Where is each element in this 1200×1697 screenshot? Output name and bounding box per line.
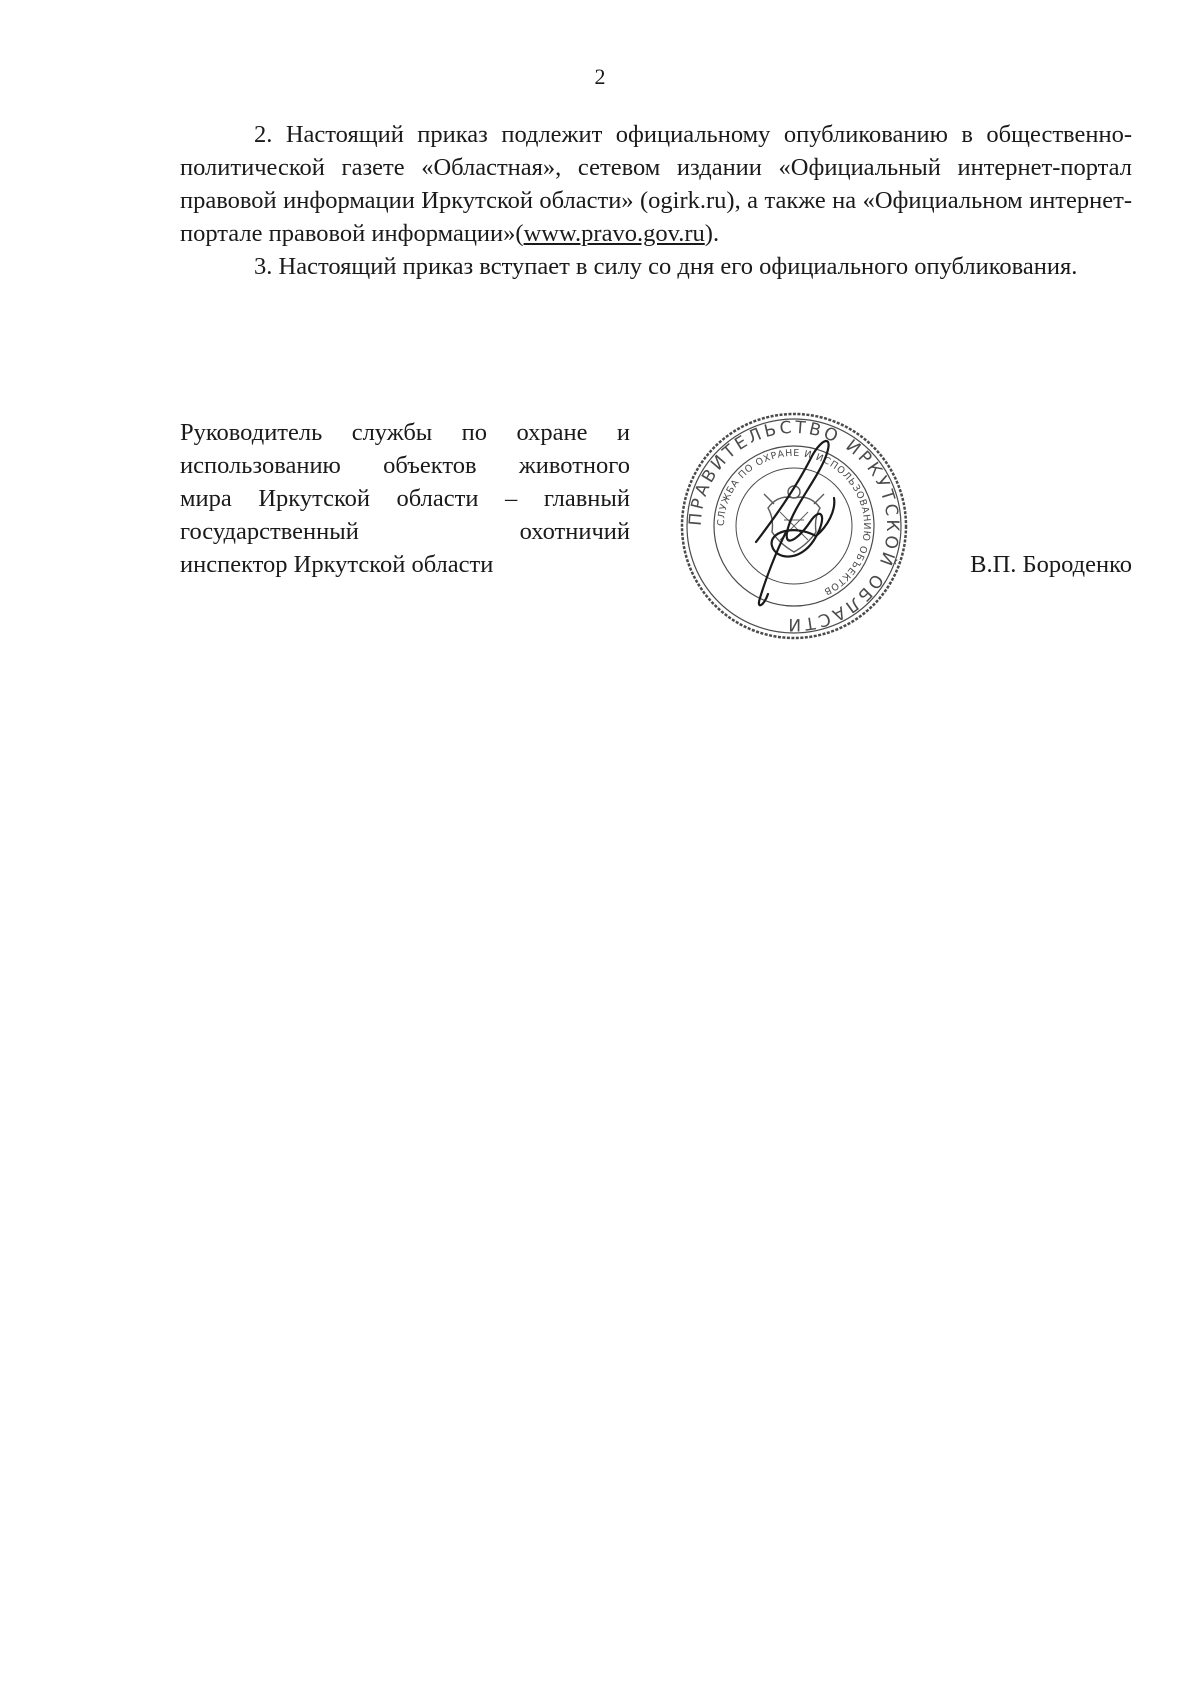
signer-position [180,416,630,581]
paragraph-effective-date: 3. Настоящий приказ вступает в силу со дня его официального опубликования. [254,253,1078,280]
signer-position-line-2: использованию объектов животного [180,452,630,479]
official-stamp-seal [676,408,912,644]
signer-name: В.П. Бороденко [970,551,1132,578]
signer-position-line-4: государственный охотничий [180,518,630,545]
document-body [180,118,1132,283]
handwritten-signature-icon [756,441,834,605]
paragraph-publication [180,118,1132,250]
signer-position-line-5: инспектор Иркутской области [180,551,494,578]
stamp-outer-text-path: ПРАВИТЕЛЬСТВО ИРКУТСКОЙ ОБЛАСТИ [685,417,903,635]
signer-position-line-1: Руководитель службы по охране и [180,419,630,446]
page-number: 2 [594,64,606,89]
pravo-gov-link[interactable]: www.pravo.gov.ru [523,220,705,247]
stamp-inner-text-path: СЛУЖБА ПО ОХРАНЕ И ИСПОЛЬЗОВАНИЮ ОБЪЕКТОВ [715,447,873,598]
paragraph-publication-tail: ). [704,220,720,247]
paragraph-publication-text: 2. Настоящий приказ подлежит официальному опубликованию в общественно-политической газете «Областная», сетевом издании «Официальный интернет-портал правовой информации Иркутской области» (ogirk.ru), а также на «Официальном интернет-портале правовой информации»( [180,121,1132,247]
signer-position-line-3: мира Иркутской области – главный [180,485,630,512]
stamp-inner-text [716,448,872,597]
